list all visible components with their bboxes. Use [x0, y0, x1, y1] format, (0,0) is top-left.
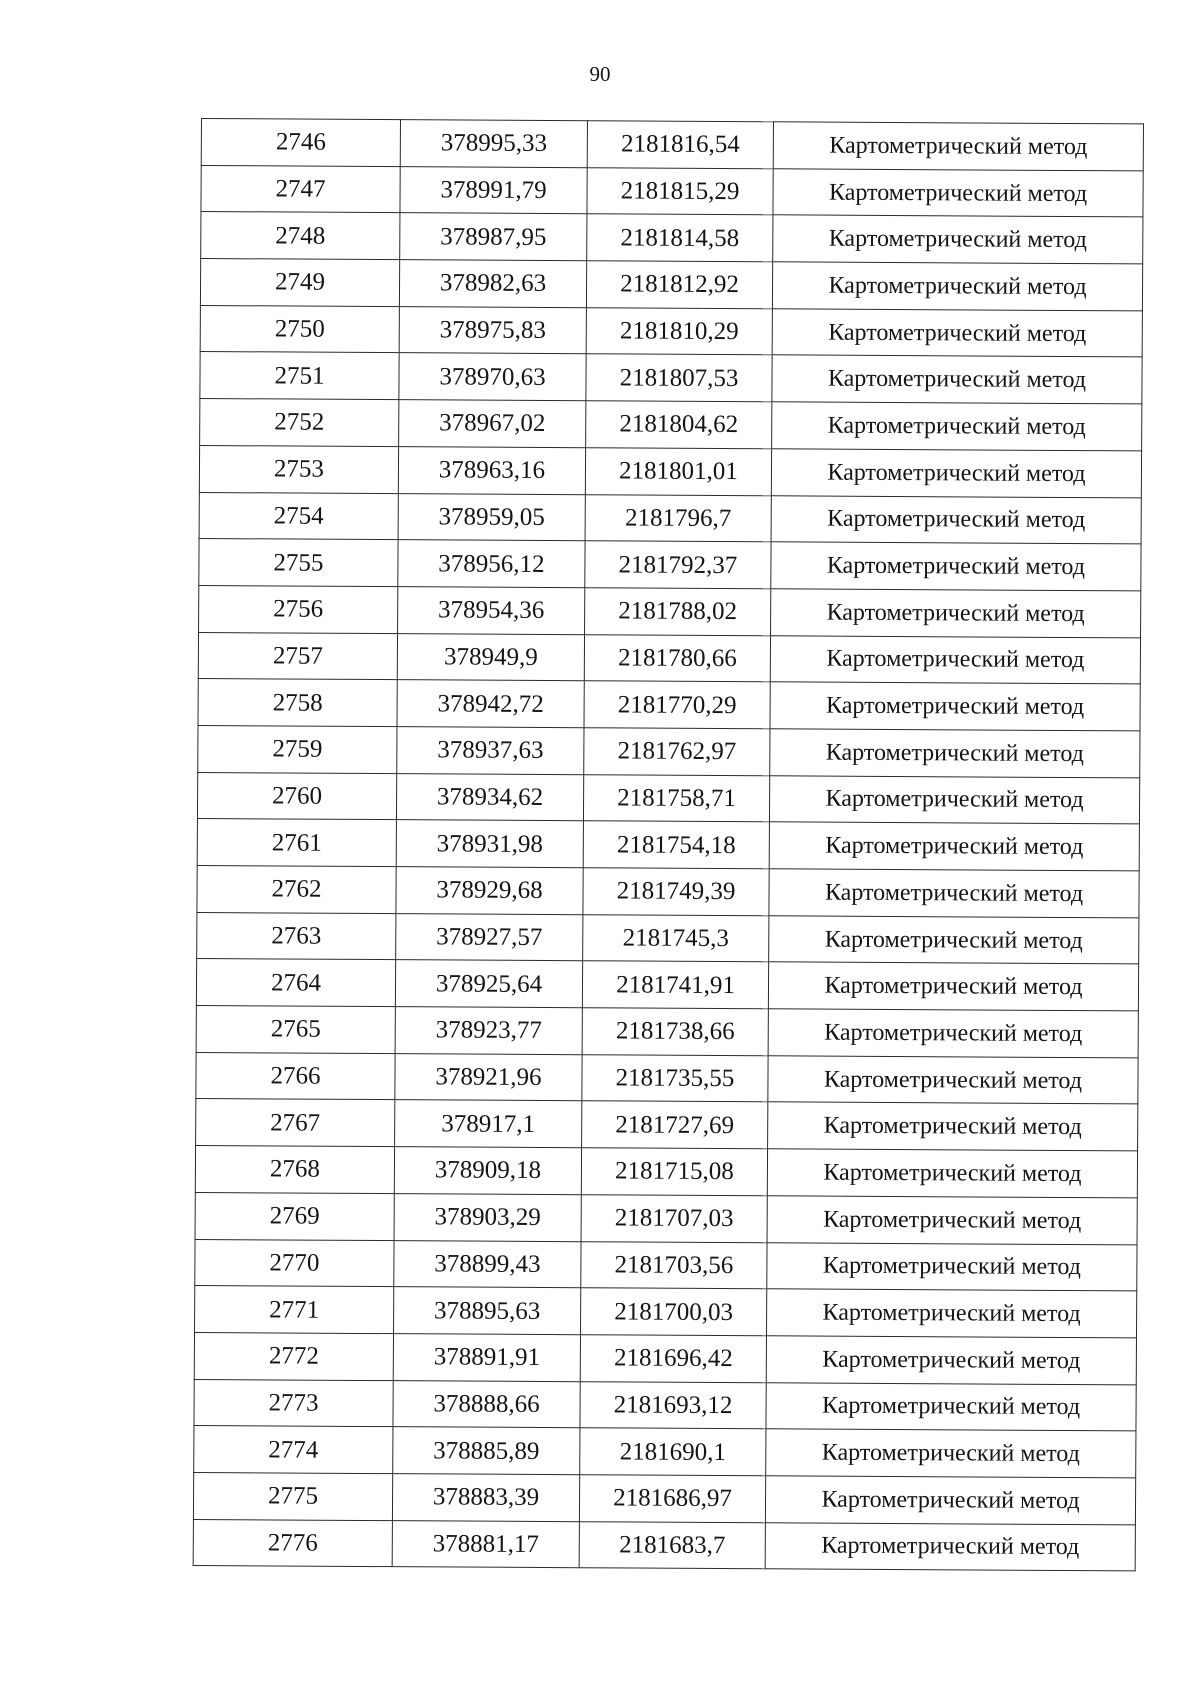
- method-cell: Картометрический метод: [770, 729, 1140, 778]
- method-cell: Картометрический метод: [772, 262, 1142, 311]
- method-cell: Картометрический метод: [766, 1429, 1136, 1478]
- point-number-cell: 2776: [193, 1519, 392, 1567]
- table-row: [196, 1006, 1138, 1058]
- method-cell: Картометрический метод: [767, 1149, 1137, 1198]
- table-row: [199, 445, 1141, 497]
- table-row: [197, 772, 1139, 824]
- method-cell: Картометрический метод: [769, 915, 1139, 964]
- y-coordinate-cell: 2181816,54: [587, 121, 773, 169]
- method-cell: Картометрический метод: [769, 775, 1139, 824]
- table-row: [195, 1286, 1137, 1338]
- x-coordinate-cell: 378927,57: [396, 913, 583, 961]
- method-cell: Картометрический метод: [768, 962, 1138, 1011]
- y-coordinate-cell: 2181735,55: [582, 1054, 768, 1102]
- point-number-cell: 2772: [194, 1332, 393, 1380]
- y-coordinate-cell: 2181693,12: [580, 1381, 766, 1429]
- table-row: [198, 632, 1140, 684]
- x-coordinate-cell: 378956,12: [398, 540, 585, 588]
- table-row: [200, 305, 1142, 357]
- y-coordinate-cell: 2181807,53: [586, 354, 772, 402]
- point-number-cell: 2770: [195, 1239, 394, 1287]
- y-coordinate-cell: 2181703,56: [581, 1241, 767, 1289]
- point-number-cell: 2769: [195, 1192, 394, 1240]
- point-number-cell: 2756: [199, 585, 398, 633]
- method-cell: Картометрический метод: [766, 1336, 1136, 1385]
- table-row: [195, 1192, 1137, 1244]
- y-coordinate-cell: 2181814,58: [587, 214, 773, 262]
- coordinates-table-body: [193, 119, 1143, 1572]
- method-cell: Картометрический метод: [771, 449, 1141, 498]
- y-coordinate-cell: 2181804,62: [586, 401, 772, 449]
- method-cell: Картометрический метод: [772, 355, 1142, 404]
- x-coordinate-cell: 378917,1: [395, 1100, 582, 1148]
- y-coordinate-cell: 2181715,08: [581, 1148, 767, 1196]
- table-row: [199, 492, 1141, 544]
- point-number-cell: 2760: [197, 772, 396, 820]
- point-number-cell: 2775: [193, 1472, 392, 1520]
- y-coordinate-cell: 2181788,02: [585, 588, 771, 636]
- point-number-cell: 2747: [201, 165, 400, 213]
- x-coordinate-cell: 378929,68: [396, 867, 583, 915]
- table-row: [199, 539, 1141, 591]
- x-coordinate-cell: 378923,77: [395, 1007, 582, 1055]
- y-coordinate-cell: 2181762,97: [584, 728, 770, 776]
- x-coordinate-cell: 378970,63: [399, 353, 586, 401]
- y-coordinate-cell: 2181686,97: [579, 1475, 765, 1523]
- method-cell: Картометрический метод: [770, 682, 1140, 731]
- table-row: [196, 1052, 1138, 1104]
- y-coordinate-cell: 2181707,03: [581, 1195, 767, 1243]
- point-number-cell: 2774: [194, 1426, 393, 1474]
- table-row: [200, 352, 1142, 404]
- method-cell: Картометрический метод: [768, 1102, 1138, 1151]
- method-cell: Картометрический метод: [772, 402, 1142, 451]
- table-row: [193, 1472, 1135, 1524]
- point-number-cell: 2754: [199, 492, 398, 540]
- y-coordinate-cell: 2181815,29: [587, 167, 773, 215]
- point-number-cell: 2768: [195, 1146, 394, 1194]
- table-row: [201, 165, 1143, 217]
- point-number-cell: 2765: [196, 1006, 395, 1054]
- y-coordinate-cell: 2181690,1: [580, 1428, 766, 1476]
- x-coordinate-cell: 378888,66: [393, 1380, 580, 1428]
- table-row: [198, 679, 1140, 731]
- method-cell: Картометрический метод: [768, 1009, 1138, 1058]
- x-coordinate-cell: 378987,95: [400, 213, 587, 261]
- method-cell: Картометрический метод: [769, 869, 1139, 918]
- method-cell: Картометрический метод: [766, 1382, 1136, 1431]
- y-coordinate-cell: 2181796,7: [585, 494, 771, 542]
- table-row: [197, 912, 1139, 964]
- point-number-cell: 2763: [197, 912, 396, 960]
- method-cell: Картометрический метод: [771, 542, 1141, 591]
- table-row: [201, 212, 1143, 264]
- table-row: [194, 1379, 1136, 1431]
- method-cell: Картометрический метод: [769, 822, 1139, 871]
- y-coordinate-cell: 2181745,3: [583, 914, 769, 962]
- point-number-cell: 2762: [197, 865, 396, 913]
- x-coordinate-cell: 378909,18: [394, 1147, 581, 1195]
- point-number-cell: 2764: [196, 959, 395, 1007]
- method-cell: Картометрический метод: [767, 1242, 1137, 1291]
- point-number-cell: 2767: [196, 1099, 395, 1147]
- table-row: [196, 959, 1138, 1011]
- table-row: [196, 1099, 1138, 1151]
- x-coordinate-cell: 378921,96: [395, 1053, 582, 1101]
- x-coordinate-cell: 378937,63: [397, 727, 584, 775]
- method-cell: Картометрический метод: [772, 309, 1142, 358]
- y-coordinate-cell: 2181683,7: [579, 1521, 765, 1569]
- point-number-cell: 2757: [198, 632, 397, 680]
- method-cell: Картометрический метод: [770, 635, 1140, 684]
- table-row: [199, 585, 1141, 637]
- y-coordinate-cell: 2181700,03: [580, 1288, 766, 1336]
- method-cell: Картометрический метод: [773, 168, 1143, 217]
- y-coordinate-cell: 2181754,18: [583, 821, 769, 869]
- x-coordinate-cell: 378925,64: [395, 960, 582, 1008]
- table-row: [200, 399, 1142, 451]
- table-row: [201, 119, 1143, 171]
- table-row: [193, 1519, 1135, 1571]
- table-row: [197, 819, 1139, 871]
- y-coordinate-cell: 2181758,71: [583, 774, 769, 822]
- point-number-cell: 2751: [200, 352, 399, 400]
- point-number-cell: 2758: [198, 679, 397, 727]
- point-number-cell: 2761: [197, 819, 396, 867]
- x-coordinate-cell: 378967,02: [399, 400, 586, 448]
- x-coordinate-cell: 378959,05: [398, 493, 585, 541]
- y-coordinate-cell: 2181792,37: [585, 541, 771, 589]
- coordinates-table: [193, 118, 1144, 1572]
- x-coordinate-cell: 378991,79: [400, 166, 587, 214]
- x-coordinate-cell: 378931,98: [396, 820, 583, 868]
- y-coordinate-cell: 2181801,01: [585, 448, 771, 496]
- x-coordinate-cell: 378954,36: [398, 587, 585, 635]
- table-row: [194, 1426, 1136, 1478]
- y-coordinate-cell: 2181810,29: [586, 307, 772, 355]
- table-row: [195, 1146, 1137, 1198]
- method-cell: Картометрический метод: [767, 1196, 1137, 1245]
- x-coordinate-cell: 378982,63: [399, 260, 586, 308]
- point-number-cell: 2773: [194, 1379, 393, 1427]
- y-coordinate-cell: 2181780,66: [584, 634, 770, 682]
- point-number-cell: 2752: [200, 399, 399, 447]
- x-coordinate-cell: 378895,63: [394, 1287, 581, 1335]
- method-cell: Картометрический метод: [765, 1522, 1135, 1571]
- table-row: [200, 259, 1142, 311]
- method-cell: Картометрический метод: [771, 495, 1141, 544]
- table-row: [195, 1239, 1137, 1291]
- page-number: 90: [589, 62, 611, 86]
- table-row: [197, 865, 1139, 917]
- point-number-cell: 2746: [201, 119, 400, 167]
- x-coordinate-cell: 378942,72: [397, 680, 584, 728]
- point-number-cell: 2755: [199, 539, 398, 587]
- x-coordinate-cell: 378883,39: [392, 1474, 579, 1522]
- point-number-cell: 2759: [198, 725, 397, 773]
- point-number-cell: 2749: [200, 259, 399, 307]
- y-coordinate-cell: 2181696,42: [580, 1335, 766, 1383]
- method-cell: Картометрический метод: [768, 1056, 1138, 1105]
- point-number-cell: 2771: [195, 1286, 394, 1334]
- point-number-cell: 2750: [200, 305, 399, 353]
- point-number-cell: 2766: [196, 1052, 395, 1100]
- y-coordinate-cell: 2181770,29: [584, 681, 770, 729]
- y-coordinate-cell: 2181738,66: [582, 1008, 768, 1056]
- x-coordinate-cell: 378891,91: [393, 1334, 580, 1382]
- y-coordinate-cell: 2181741,91: [582, 961, 768, 1009]
- method-cell: Картометрический метод: [771, 589, 1141, 638]
- x-coordinate-cell: 378903,29: [394, 1193, 581, 1241]
- method-cell: Картометрический метод: [765, 1476, 1135, 1525]
- y-coordinate-cell: 2181727,69: [582, 1101, 768, 1149]
- table-row: [198, 725, 1140, 777]
- y-coordinate-cell: 2181749,39: [583, 868, 769, 916]
- y-coordinate-cell: 2181812,92: [586, 261, 772, 309]
- point-number-cell: 2753: [199, 445, 398, 493]
- x-coordinate-cell: 378975,83: [399, 306, 586, 354]
- method-cell: Картометрический метод: [773, 215, 1143, 264]
- x-coordinate-cell: 378881,17: [392, 1520, 579, 1568]
- x-coordinate-cell: 378885,89: [393, 1427, 580, 1475]
- x-coordinate-cell: 378995,33: [400, 120, 587, 168]
- point-number-cell: 2748: [201, 212, 400, 260]
- x-coordinate-cell: 378899,43: [394, 1240, 581, 1288]
- table-row: [194, 1332, 1136, 1384]
- method-cell: Картометрический метод: [773, 122, 1143, 171]
- x-coordinate-cell: 378949,9: [397, 633, 584, 681]
- x-coordinate-cell: 378963,16: [398, 446, 585, 494]
- x-coordinate-cell: 378934,62: [396, 773, 583, 821]
- method-cell: Картометрический метод: [766, 1289, 1136, 1338]
